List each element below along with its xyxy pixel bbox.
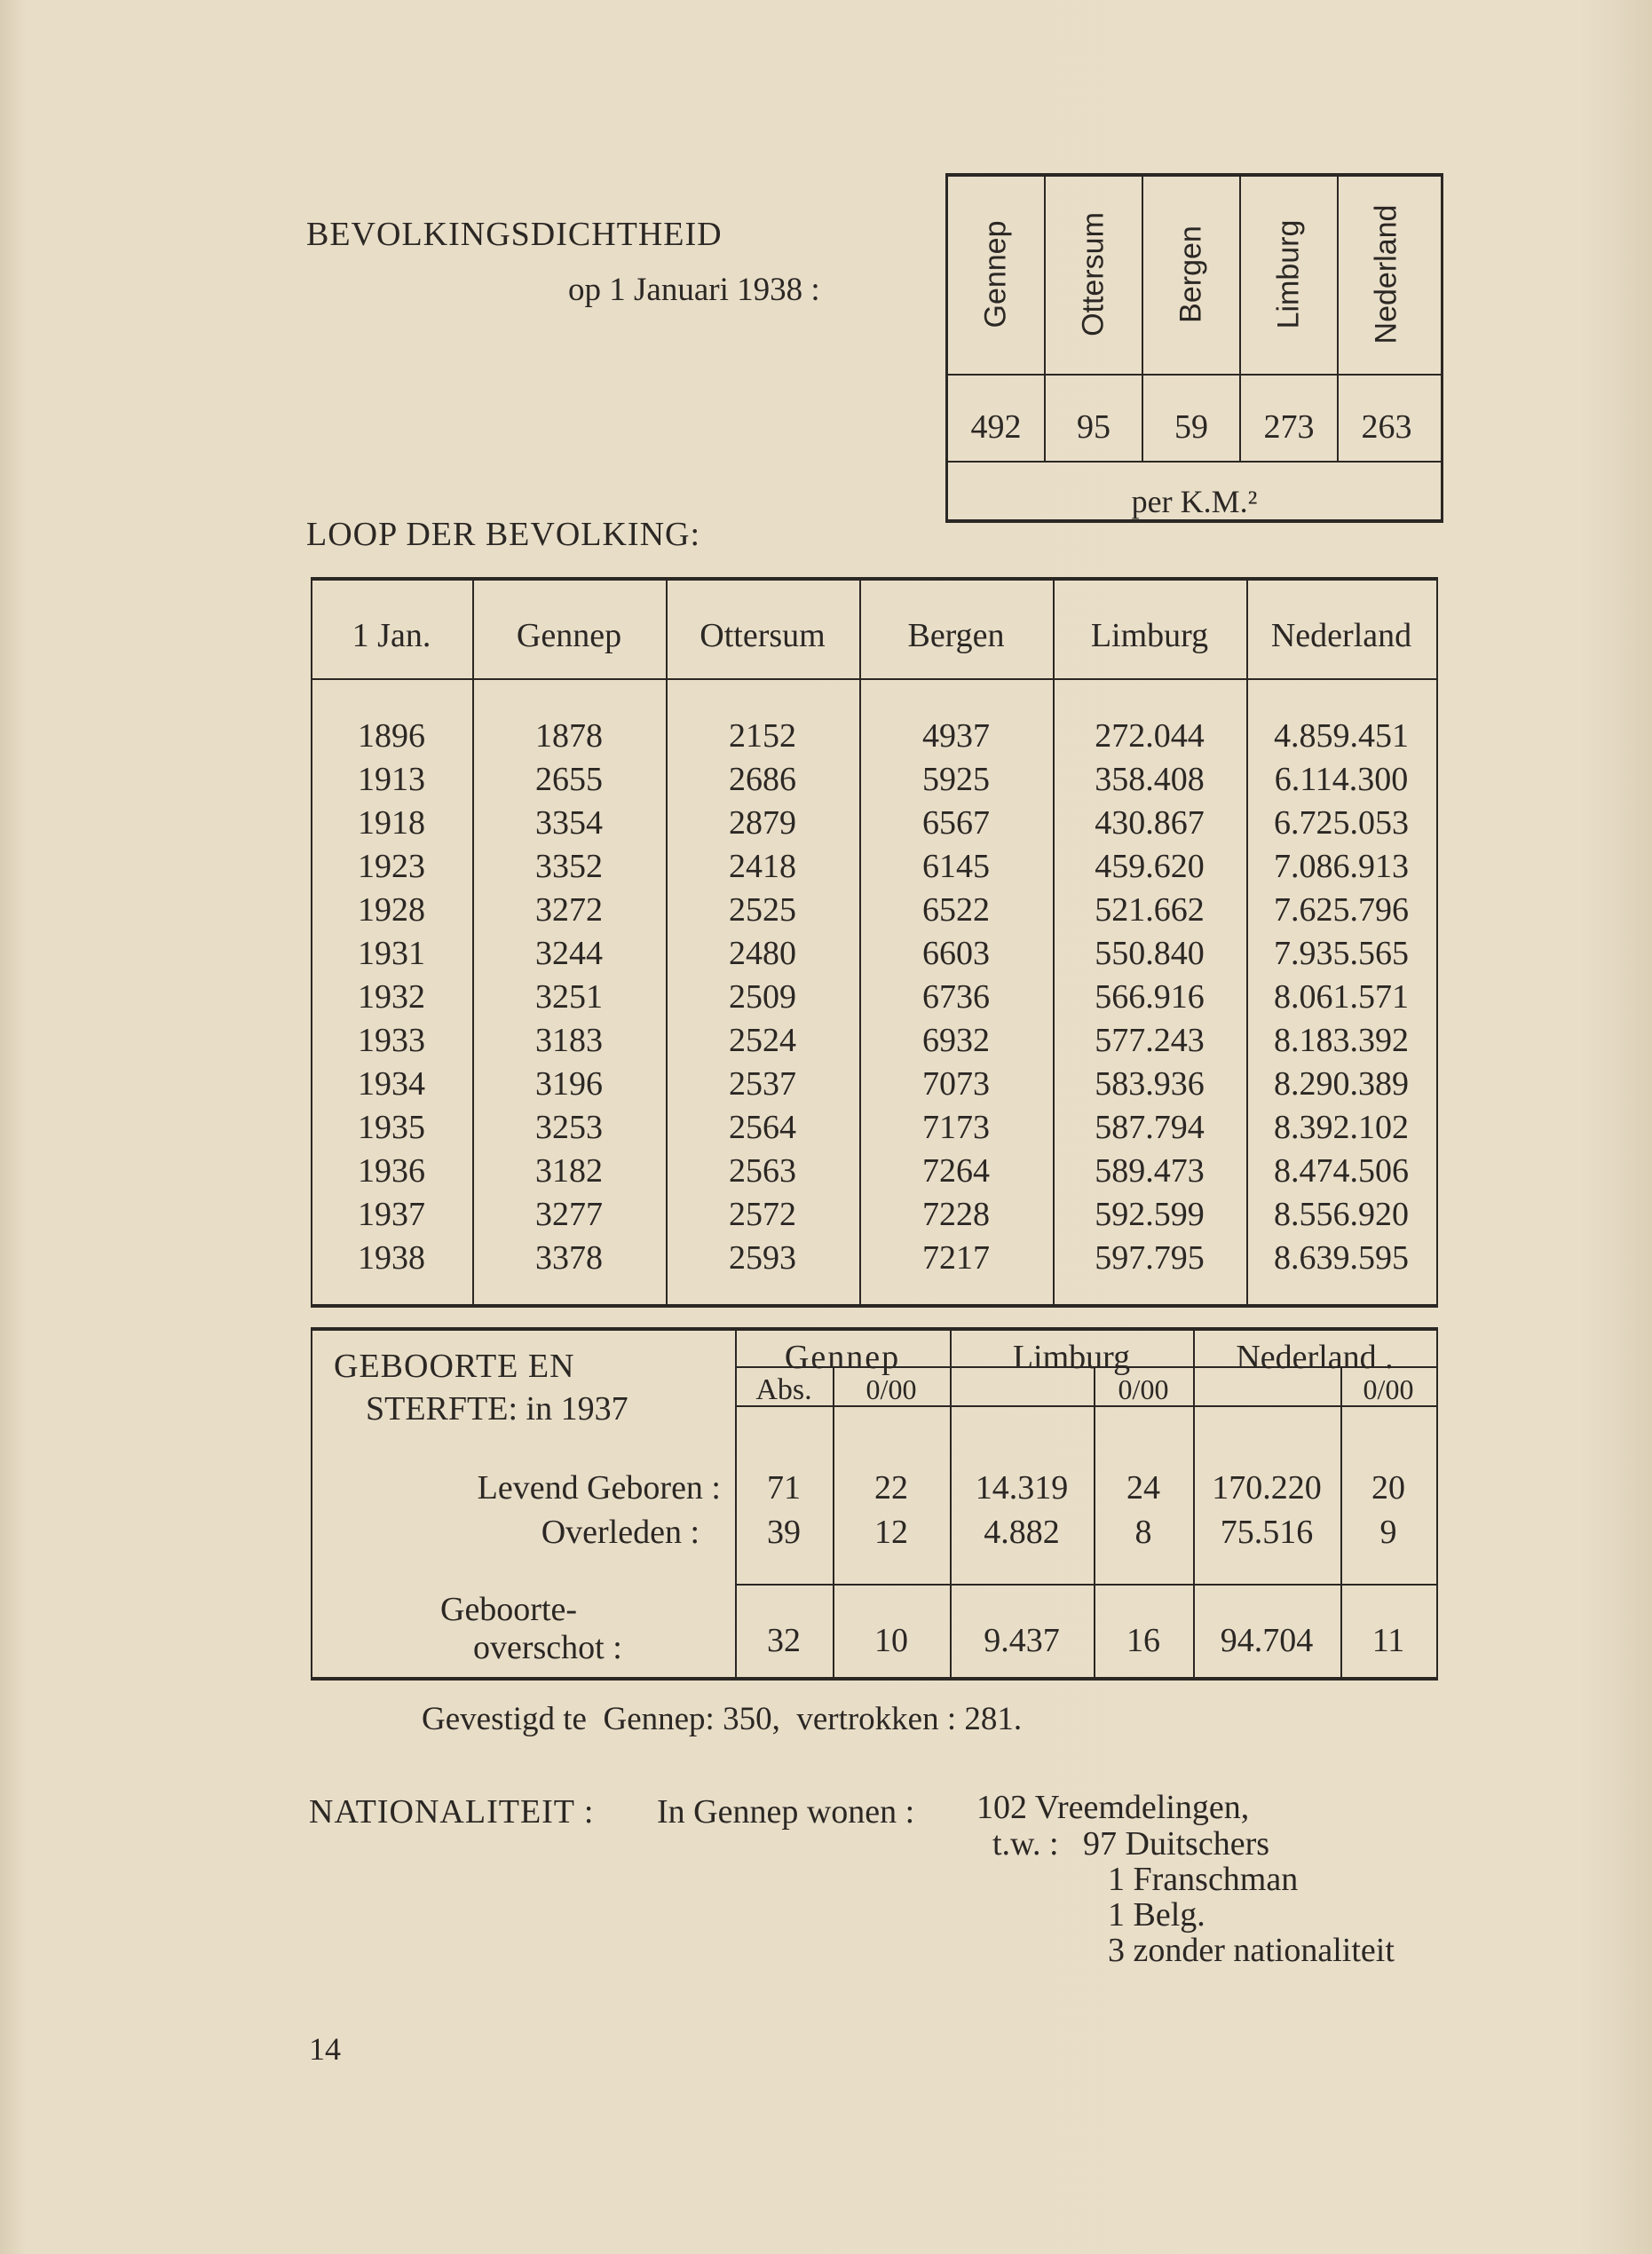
nationality-item-germans: 97 Duitschers bbox=[1083, 1825, 1270, 1863]
pop-cell-bergen: 6567 bbox=[922, 804, 990, 842]
pop-cell-year: 1913 bbox=[358, 761, 425, 798]
pop-cell-nederland: 8.556.920 bbox=[1274, 1196, 1409, 1233]
divider bbox=[311, 1331, 312, 1677]
pop-cell-bergen: 6603 bbox=[922, 935, 990, 972]
density-header-nederland: Nederland bbox=[1369, 204, 1403, 344]
bd-cell-nederland-permille: 9 bbox=[1379, 1514, 1397, 1551]
pop-cell-gennep: 3182 bbox=[535, 1152, 603, 1190]
births-group-limburg: Limburg bbox=[1012, 1339, 1131, 1376]
pop-cell-ottersum: 2480 bbox=[729, 935, 796, 972]
pop-cell-limburg: 589.473 bbox=[1095, 1152, 1205, 1190]
pop-cell-limburg: 430.867 bbox=[1095, 804, 1205, 842]
nationality-intro: In Gennep wonen : bbox=[657, 1793, 915, 1831]
bd-cell-limburg-abs: 9.437 bbox=[984, 1622, 1060, 1659]
divider bbox=[948, 374, 1441, 376]
pop-cell-year: 1938 bbox=[358, 1239, 425, 1277]
pop-cell-gennep: 3272 bbox=[535, 891, 603, 929]
density-value-gennep: 492 bbox=[970, 408, 1022, 446]
pop-cell-limburg: 521.662 bbox=[1095, 891, 1205, 929]
density-header-ottersum: Ottersum bbox=[1076, 212, 1111, 336]
pop-header-limburg: Limburg bbox=[1090, 617, 1209, 654]
pop-cell-ottersum: 2509 bbox=[729, 978, 796, 1016]
pop-cell-gennep: 3183 bbox=[535, 1022, 603, 1059]
pop-header-nederland: Nederland bbox=[1270, 617, 1412, 654]
pop-cell-bergen: 5925 bbox=[922, 761, 990, 798]
pop-cell-limburg: 592.599 bbox=[1095, 1196, 1205, 1233]
pop-cell-nederland: 6.725.053 bbox=[1274, 804, 1409, 842]
pop-cell-limburg: 597.795 bbox=[1095, 1239, 1205, 1277]
pop-cell-bergen: 7228 bbox=[922, 1196, 990, 1233]
pop-cell-ottersum: 2418 bbox=[729, 848, 796, 885]
permille-label: 0/00 bbox=[866, 1373, 917, 1405]
row-label-surplus-2: overschot : bbox=[473, 1629, 622, 1666]
pop-cell-year: 1937 bbox=[358, 1196, 425, 1233]
density-table bbox=[945, 173, 1443, 523]
divider bbox=[1436, 1331, 1438, 1677]
pop-cell-bergen: 7217 bbox=[922, 1239, 990, 1277]
pop-cell-limburg: 358.408 bbox=[1095, 761, 1205, 798]
nationality-item-stateless: 3 zonder nationaliteit bbox=[1108, 1932, 1395, 1969]
pop-cell-ottersum: 2524 bbox=[729, 1022, 796, 1059]
density-header-gennep: Gennep bbox=[978, 220, 1013, 328]
divider bbox=[948, 461, 1441, 463]
nationality-label: NATIONALITEIT : bbox=[309, 1793, 595, 1831]
bd-cell-limburg-permille: 24 bbox=[1126, 1469, 1160, 1507]
pop-cell-gennep: 3354 bbox=[535, 804, 603, 842]
bd-cell-gennep-permille: 12 bbox=[874, 1514, 908, 1551]
pop-cell-gennep: 3378 bbox=[535, 1239, 603, 1277]
divider bbox=[311, 678, 1438, 680]
pop-cell-year: 1936 bbox=[358, 1152, 425, 1190]
pop-cell-gennep: 2655 bbox=[535, 761, 603, 798]
density-unit: per K.M.² bbox=[1131, 484, 1258, 519]
permille-label: 0/00 bbox=[1363, 1373, 1414, 1405]
pop-cell-nederland: 7.935.565 bbox=[1274, 935, 1409, 972]
pop-cell-gennep: 3251 bbox=[535, 978, 603, 1016]
pop-cell-year: 1931 bbox=[358, 935, 425, 972]
pop-cell-ottersum: 2686 bbox=[729, 761, 796, 798]
row-label-born: Levend Geboren : bbox=[477, 1469, 721, 1507]
pop-header-date: 1 Jan. bbox=[352, 617, 431, 654]
pop-cell-bergen: 4937 bbox=[922, 717, 990, 755]
pop-cell-year: 1934 bbox=[358, 1065, 425, 1103]
pop-header-ottersum: Ottersum bbox=[700, 617, 826, 654]
row-label-died: Overleden : bbox=[541, 1514, 700, 1551]
density-title: BEVOLKINGSDICHTHEID bbox=[306, 216, 723, 253]
density-value-ottersum: 95 bbox=[1077, 408, 1111, 446]
pop-cell-year: 1896 bbox=[358, 717, 425, 755]
bd-cell-nederland-abs: 94.704 bbox=[1220, 1622, 1314, 1659]
pop-cell-limburg: 550.840 bbox=[1095, 935, 1205, 972]
pop-cell-nederland: 8.061.571 bbox=[1274, 978, 1409, 1016]
bd-cell-limburg-abs: 4.882 bbox=[984, 1514, 1060, 1551]
pop-cell-bergen: 7264 bbox=[922, 1152, 990, 1190]
permille-label: 0/00 bbox=[1118, 1373, 1169, 1405]
divider bbox=[735, 1584, 1438, 1586]
pop-cell-gennep: 3277 bbox=[535, 1196, 603, 1233]
bd-cell-nederland-abs: 75.516 bbox=[1220, 1514, 1314, 1551]
pop-cell-nederland: 8.474.506 bbox=[1274, 1152, 1409, 1190]
pop-cell-gennep: 3253 bbox=[535, 1109, 603, 1146]
pop-cell-gennep: 3196 bbox=[535, 1065, 603, 1103]
births-group-gennep: Gennep bbox=[784, 1339, 901, 1376]
bd-cell-gennep-abs: 32 bbox=[767, 1622, 801, 1659]
nationality-item-belgian: 1 Belg. bbox=[1108, 1896, 1205, 1934]
pop-header-bergen: Bergen bbox=[907, 617, 1005, 654]
nationality-tw: t.w. : bbox=[992, 1825, 1059, 1863]
pop-cell-ottersum: 2593 bbox=[729, 1239, 796, 1277]
abs-label: Abs. bbox=[755, 1373, 812, 1406]
pop-cell-year: 1918 bbox=[358, 804, 425, 842]
pop-cell-nederland: 7.625.796 bbox=[1274, 891, 1409, 929]
bd-cell-nederland-abs: 170.220 bbox=[1212, 1469, 1322, 1507]
pop-cell-ottersum: 2572 bbox=[729, 1196, 796, 1233]
bd-cell-nederland-permille: 20 bbox=[1371, 1469, 1405, 1507]
pop-cell-gennep: 3244 bbox=[535, 935, 603, 972]
pop-cell-nederland: 8.183.392 bbox=[1274, 1022, 1409, 1059]
pop-cell-nederland: 8.392.102 bbox=[1274, 1109, 1409, 1146]
nationality-item-french: 1 Franschman bbox=[1108, 1861, 1299, 1898]
population-table bbox=[311, 577, 1438, 1308]
pop-cell-ottersum: 2525 bbox=[729, 891, 796, 929]
row-label-surplus-1: Geboorte- bbox=[440, 1591, 578, 1628]
pop-cell-ottersum: 2879 bbox=[729, 804, 796, 842]
pop-cell-gennep: 1878 bbox=[535, 717, 603, 755]
births-deaths-table bbox=[311, 1327, 1438, 1681]
density-value-bergen: 59 bbox=[1174, 408, 1208, 446]
bd-cell-limburg-abs: 14.319 bbox=[975, 1469, 1069, 1507]
divider bbox=[1436, 581, 1438, 1304]
pop-cell-limburg: 566.916 bbox=[1095, 978, 1205, 1016]
density-value-limburg: 273 bbox=[1263, 408, 1315, 446]
pop-cell-limburg: 587.794 bbox=[1095, 1109, 1205, 1146]
pop-cell-ottersum: 2564 bbox=[729, 1109, 796, 1146]
pop-cell-nederland: 4.859.451 bbox=[1274, 717, 1409, 755]
density-subtitle: op 1 Januari 1938 : bbox=[568, 272, 820, 308]
births-title-line2: STERFTE: in 1937 bbox=[366, 1390, 628, 1428]
pop-cell-nederland: 8.639.595 bbox=[1274, 1239, 1409, 1277]
pop-cell-year: 1928 bbox=[358, 891, 425, 929]
pop-cell-bergen: 7173 bbox=[922, 1109, 990, 1146]
pop-cell-year: 1935 bbox=[358, 1109, 425, 1146]
bd-cell-gennep-permille: 22 bbox=[874, 1469, 908, 1507]
migration-line: Gevestigd te Gennep: 350, vertrokken : 281. bbox=[422, 1701, 1023, 1737]
pop-cell-nederland: 6.114.300 bbox=[1274, 761, 1409, 798]
pop-cell-nederland: 8.290.389 bbox=[1274, 1065, 1409, 1103]
bd-cell-gennep-abs: 39 bbox=[767, 1514, 801, 1551]
pop-cell-year: 1923 bbox=[358, 848, 425, 885]
pop-cell-limburg: 583.936 bbox=[1095, 1065, 1205, 1103]
births-title-line1: GEBOORTE EN bbox=[334, 1348, 575, 1385]
pop-cell-ottersum: 2563 bbox=[729, 1152, 796, 1190]
births-group-nederland: Nederland . bbox=[1236, 1339, 1394, 1376]
bd-cell-nederland-permille: 11 bbox=[1371, 1622, 1405, 1659]
pop-cell-year: 1932 bbox=[358, 978, 425, 1016]
population-title: LOOP DER BEVOLKING: bbox=[306, 516, 701, 553]
pop-cell-ottersum: 2152 bbox=[729, 717, 796, 755]
density-header-limburg: Limburg bbox=[1271, 219, 1306, 329]
pop-cell-nederland: 7.086.913 bbox=[1274, 848, 1409, 885]
density-value-nederland: 263 bbox=[1361, 408, 1412, 446]
pop-cell-bergen: 6932 bbox=[922, 1022, 990, 1059]
pop-cell-limburg: 459.620 bbox=[1095, 848, 1205, 885]
bd-cell-limburg-permille: 16 bbox=[1126, 1622, 1160, 1659]
pop-header-gennep: Gennep bbox=[516, 617, 622, 654]
pop-cell-bergen: 6145 bbox=[922, 848, 990, 885]
page-number: 14 bbox=[309, 2031, 341, 2067]
pop-cell-gennep: 3352 bbox=[535, 848, 603, 885]
bd-cell-gennep-permille: 10 bbox=[874, 1622, 908, 1659]
pop-cell-year: 1933 bbox=[358, 1022, 425, 1059]
pop-cell-ottersum: 2537 bbox=[729, 1065, 796, 1103]
bd-cell-limburg-permille: 8 bbox=[1134, 1514, 1152, 1551]
divider bbox=[945, 519, 1443, 523]
nationality-total: 102 Vreemdelingen, bbox=[976, 1789, 1250, 1826]
pop-cell-limburg: 577.243 bbox=[1095, 1022, 1205, 1059]
pop-cell-bergen: 7073 bbox=[922, 1065, 990, 1103]
pop-cell-bergen: 6736 bbox=[922, 978, 990, 1016]
pop-cell-bergen: 6522 bbox=[922, 891, 990, 929]
bd-cell-gennep-abs: 71 bbox=[767, 1469, 801, 1507]
density-header-bergen: Bergen bbox=[1174, 225, 1208, 323]
pop-cell-limburg: 272.044 bbox=[1095, 717, 1205, 755]
